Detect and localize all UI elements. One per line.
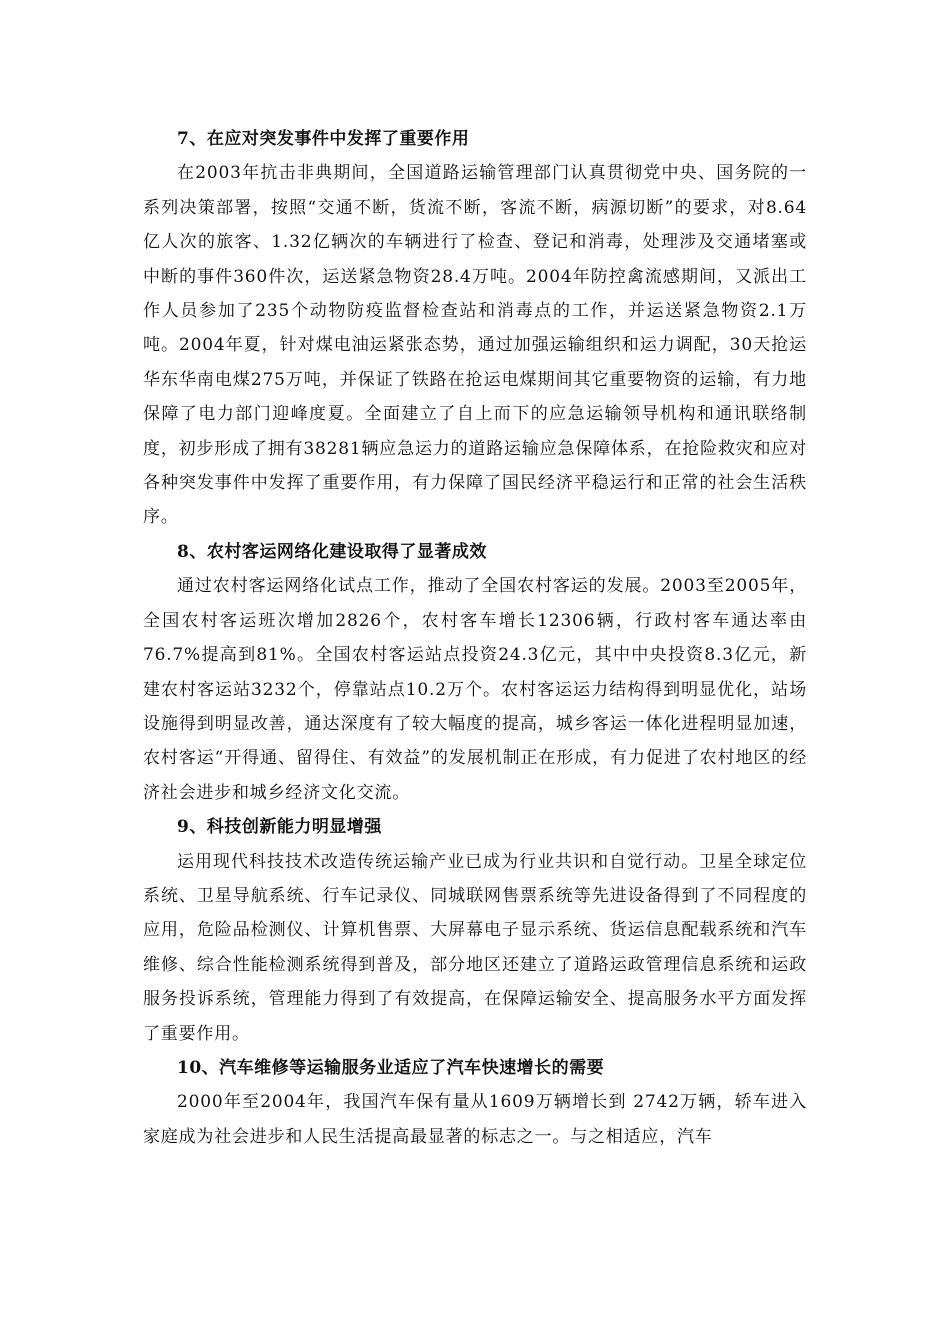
section-paragraph-9: 运用现代科技技术改造传统运输产业已成为行业共识和自觉行动。卫星全球定位系统、卫星导航系统、行车记录仪、同城联网售票系统等先进设备得到了不同程度的应用，危险品检测仪、计算机售票、大屏幕电子显示系统、货运信息配载系统和汽车维修、综合性能检测系统得到普及，部分地区还建立了道路运政管理信息系统和运政服务投诉系统，管理能力得到了有效提高，在保障运输安全、提高服务水平方面发挥了重要作用。 [143, 851, 807, 1044]
section-heading-8: 8、农村客运网络化建设取得了显著成效 [177, 541, 487, 562]
section-heading-9: 9、科技创新能力明显增强 [177, 817, 382, 838]
section-paragraph-8: 通过农村客运网络化试点工作，推动了全国农村客运的发展。2003至2005年，全国农村客运班次增加2826个，农村客车增长12306辆，行政村客车通达率由76.7%提高到81%。全国农村客运站点投资24.3亿元，其中中央投资8.3亿元，新建农村客运站3232个，停靠站点10.2万个。农村客运运力结构得到明显优化，站场设施得到明显改善，通达深度有了较大幅度的提高，城乡客运一体化进程明显加速，农村客运“开得通、留得住、有效益”的发展机制正在形成，有力促进了农村地区的经济社会进步和城乡经济文化交流。 [143, 576, 807, 803]
document-body [143, 122, 807, 1154]
section-paragraph-7: 在2003年抗击非典期间，全国道路运输管理部门认真贯彻党中央、国务院的一系列决策部署，按照“交通不断，货流不断，客流不断，病源切断”的要求，对8.64亿人次的旅客、1.32亿辆次的车辆进行了检查、登记和消毒，处理涉及交通堵塞或中断的事件360件次，运送紧急物资28.4万吨。2004年防控禽流感期间，又派出工作人员参加了235个动物防疫监督检查站和消毒点的工作，并运送紧急物资2.1万吨。2004年夏，针对煤电油运紧张态势，通过加强运输组织和运力调配，30天抢运华东华南电煤275万吨，并保证了铁路在抢运电煤期间其它重要物资的运输，有力地保障了电力部门迎峰度夏。全面建立了自上而下的应急运输领导机构和通讯联络制度，初步形成了拥有38281辆应急运力的道路运输应急保障体系，在抢险救灾和应对各种突发事件中发挥了重要作用，有力保障了国民经济平稳运行和正常的社会生活秩序。 [143, 163, 807, 528]
section-heading-7: 7、在应对突发事件中发挥了重要作用 [177, 129, 470, 149]
section-paragraph-10: 2000年至2004年，我国汽车保有量从1609万辆增长到 2742万辆，轿车进入家庭成为社会进步和人民生活提高最显著的标志之一。与之相适应，汽车 [143, 1092, 807, 1147]
section-heading-10: 10、汽车维修等运输服务业适应了汽车快速增长的需要 [177, 1057, 605, 1078]
